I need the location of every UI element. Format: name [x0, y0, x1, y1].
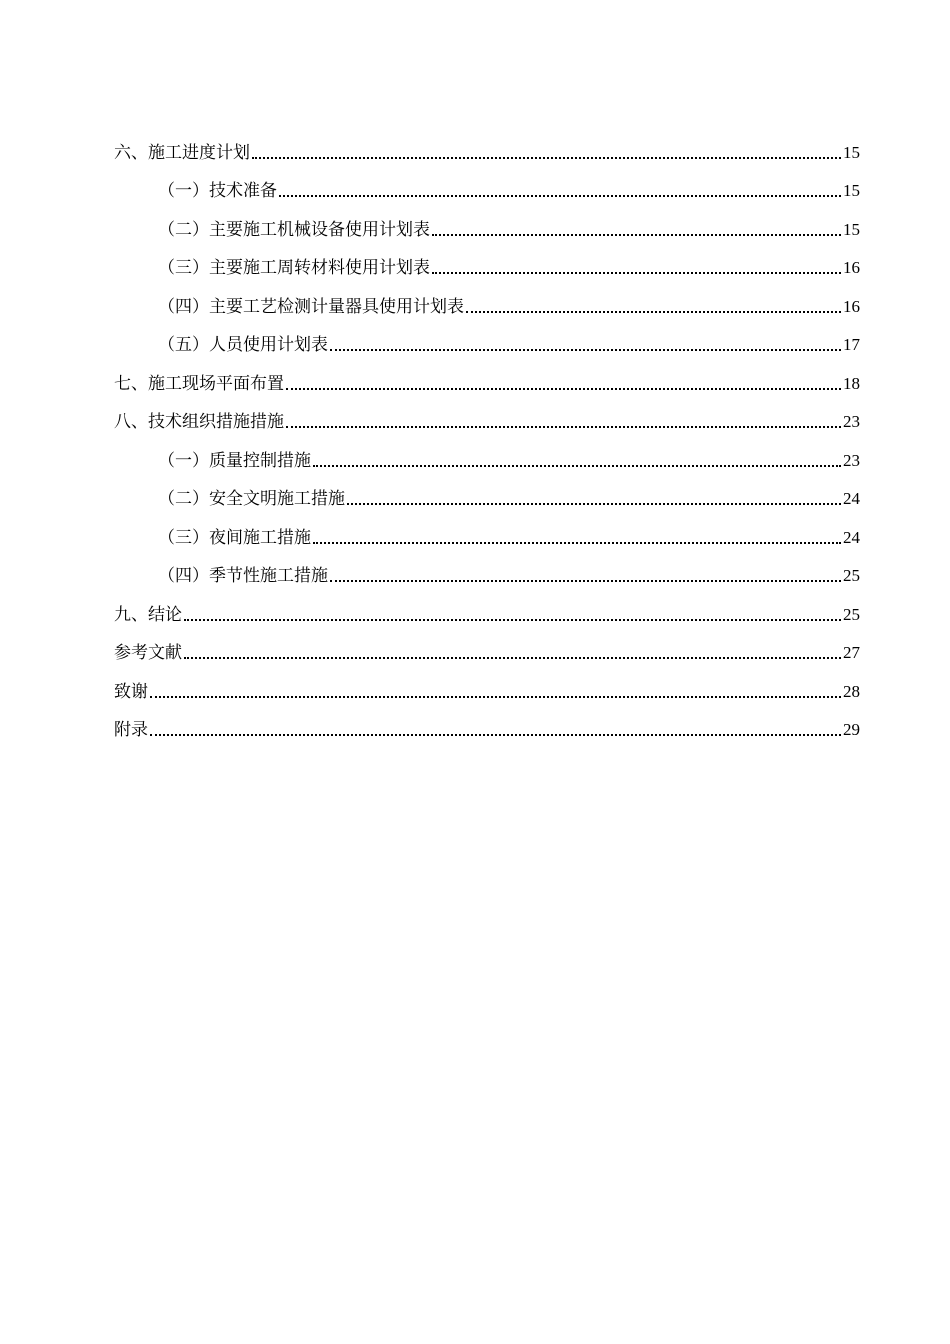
- toc-entry-acknowledgements[interactable]: [114, 671, 860, 710]
- dot-leader: [150, 734, 841, 736]
- dot-leader: [432, 272, 841, 274]
- dot-leader: [279, 195, 841, 197]
- toc-page-number: 28: [843, 681, 860, 701]
- toc-entry-title: 致谢: [114, 681, 148, 702]
- toc-page-number: 15: [843, 142, 860, 162]
- toc-entry-section-6[interactable]: [114, 132, 860, 171]
- dot-leader: [150, 696, 841, 698]
- toc-page-number: 24: [843, 527, 860, 547]
- dot-leader: [286, 426, 841, 428]
- dot-leader: [313, 542, 841, 544]
- toc-entry-6-4[interactable]: [114, 286, 860, 325]
- toc-entry-title: 七、施工现场平面布置: [114, 373, 284, 394]
- toc-entry-title: （四）主要工艺检测计量器具使用计划表: [158, 296, 464, 317]
- toc-entry-6-3[interactable]: [114, 248, 860, 287]
- toc-entry-6-2[interactable]: [114, 209, 860, 248]
- toc-page-number: 23: [843, 450, 860, 470]
- toc-page-number: 16: [843, 258, 860, 277]
- toc-entry-title: 九、结论: [114, 604, 182, 625]
- toc-entry-6-5[interactable]: [114, 325, 860, 364]
- toc-page-number: 25: [843, 566, 860, 585]
- toc-entry-8-2[interactable]: [114, 479, 860, 518]
- dot-leader: [184, 619, 841, 621]
- dot-leader: [286, 388, 841, 390]
- toc-entry-section-9[interactable]: [114, 594, 860, 633]
- toc-entry-8-1[interactable]: [114, 440, 860, 479]
- toc-entry-title: 六、施工进度计划: [114, 142, 250, 163]
- dot-leader: [313, 465, 841, 467]
- toc-entry-title: （二）主要施工机械设备使用计划表: [158, 219, 430, 240]
- toc-page-number: 17: [843, 335, 860, 354]
- toc-entry-appendix[interactable]: [114, 710, 860, 749]
- toc-entry-title: （二）安全文明施工措施: [158, 489, 345, 509]
- toc-entry-8-4[interactable]: [114, 556, 860, 595]
- table-of-contents: [114, 132, 860, 748]
- toc-entry-title: （三）夜间施工措施: [158, 527, 311, 548]
- dot-leader: [184, 657, 841, 659]
- toc-page-number: 24: [843, 489, 860, 508]
- toc-entry-title: （四）季节性施工措施: [158, 566, 328, 586]
- toc-entry-references[interactable]: [114, 633, 860, 672]
- dot-leader: [347, 503, 841, 505]
- toc-page-number: 18: [843, 373, 860, 393]
- toc-entry-6-1[interactable]: [114, 171, 860, 210]
- toc-page-number: 23: [843, 412, 860, 431]
- toc-entry-title: 附录: [114, 720, 148, 740]
- toc-page-number: 25: [843, 604, 860, 624]
- dot-leader: [330, 580, 841, 582]
- toc-entry-title: （五）人员使用计划表: [158, 335, 328, 355]
- toc-page-number: 16: [843, 296, 860, 316]
- dot-leader: [330, 349, 841, 351]
- dot-leader: [432, 234, 841, 236]
- dot-leader: [252, 157, 841, 159]
- toc-entry-8-3[interactable]: [114, 517, 860, 556]
- toc-page-number: 29: [843, 720, 860, 739]
- toc-entry-title: （一）质量控制措施: [158, 450, 311, 471]
- dot-leader: [466, 311, 841, 313]
- toc-page-number: 15: [843, 181, 860, 200]
- toc-entry-title: （一）技术准备: [158, 181, 277, 201]
- toc-page-number: 27: [843, 643, 860, 662]
- toc-entry-title: 参考文献: [114, 643, 182, 663]
- toc-entry-title: （三）主要施工周转材料使用计划表: [158, 258, 430, 278]
- toc-entry-section-8[interactable]: [114, 402, 860, 441]
- toc-entry-section-7[interactable]: [114, 363, 860, 402]
- toc-page-number: 15: [843, 219, 860, 239]
- toc-entry-title: 八、技术组织措施措施: [114, 412, 284, 432]
